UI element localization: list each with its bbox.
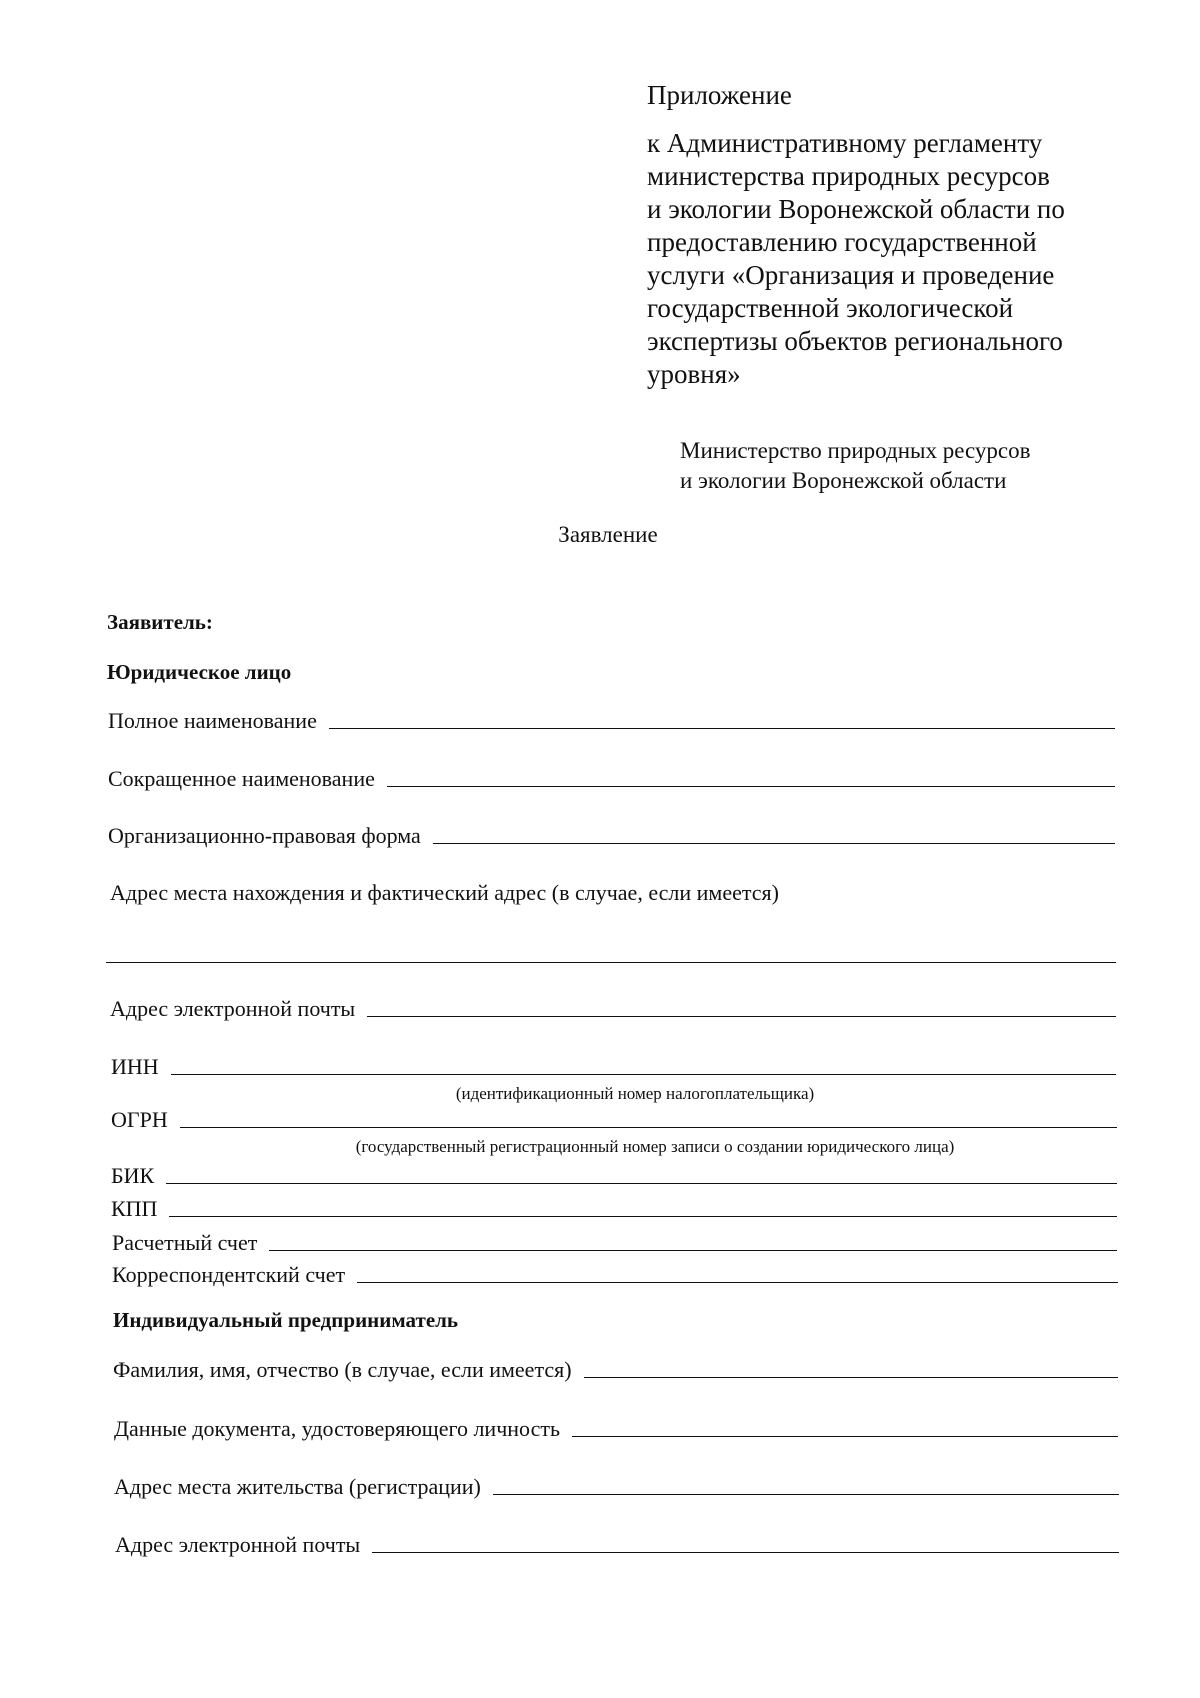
applicant-heading: Заявитель: [107,610,213,634]
account-field[interactable] [269,1249,1117,1251]
appendix-line: к Административному регламенту [647,128,1043,158]
legal-form-field[interactable] [433,842,1115,844]
appendix-title: Приложение [647,80,792,110]
inn-row [111,1054,1116,1080]
corr-account-label: Корреспондентский счет [112,1262,346,1287]
legal-form-label: Организационно-правовая форма [108,823,421,848]
bik-row [111,1163,1117,1189]
full-name-row [108,708,1115,734]
appendix-text [647,127,1107,391]
id-doc-field[interactable] [572,1435,1118,1437]
kpp-row [111,1196,1117,1222]
full-name-label: Полное наименование [108,708,317,733]
appendix-line: и экологии Воронежской области по [647,194,1065,224]
fio-label: Фамилия, имя, отчество (в случае, если имеется) [113,1357,572,1382]
appendix-line: услуги «Организация и проведение [647,260,1055,290]
short-name-field[interactable] [387,785,1115,787]
address-field[interactable] [106,962,1116,963]
email-row [110,996,1116,1022]
inn-field[interactable] [171,1073,1116,1075]
legal-form-row [108,823,1115,849]
residence-field[interactable] [493,1493,1119,1495]
corr-account-row [112,1262,1118,1288]
account-label: Расчетный счет [112,1230,258,1255]
kpp-field[interactable] [169,1215,1117,1217]
inn-label: ИНН [111,1054,159,1079]
address-label: Адрес места нахождения и фактический адрес (в случае, если имеется) [110,880,779,905]
kpp-label: КПП [111,1196,158,1221]
id-doc-label: Данные документа, удостоверяющего личность [114,1416,561,1441]
ip-email-row [115,1532,1119,1558]
fio-field[interactable] [584,1376,1118,1378]
appendix-line: экспертизы объектов регионального [647,326,1063,356]
residence-row [114,1474,1119,1500]
ogrn-hint: (государственный регистрационный номер записи о создании юридического лица) [355,1137,955,1156]
legal-entity-heading: Юридическое лицо [107,660,292,684]
full-name-field[interactable] [329,727,1115,729]
short-name-label: Сокращенное наименование [108,766,375,791]
document-title: Заявление [558,522,658,547]
individual-heading: Индивидуальный предприниматель [113,1308,459,1332]
appendix-line: предоставлению государственной [647,227,1037,257]
corr-account-field[interactable] [357,1281,1118,1283]
fio-row [113,1357,1118,1383]
ip-email-label: Адрес электронной почты [115,1532,361,1557]
short-name-row [108,766,1115,792]
id-doc-row [114,1416,1118,1442]
email-field[interactable] [367,1015,1116,1017]
appendix-line: государственной экологической [647,293,1014,323]
ogrn-label: ОГРН [111,1107,168,1132]
bik-label: БИК [111,1163,155,1188]
inn-hint: (идентификационный номер налогоплательщика) [455,1084,815,1103]
account-row [112,1230,1117,1256]
addressee-line: и экологии Воронежской области [680,468,1007,493]
email-label: Адрес электронной почты [110,996,356,1021]
ip-email-field[interactable] [372,1551,1119,1553]
residence-label: Адрес места жительства (регистрации) [114,1474,481,1499]
addressee [680,436,1030,496]
appendix-line: министерства природных ресурсов [647,161,1050,191]
appendix-line: уровня» [647,359,741,389]
ogrn-field[interactable] [180,1126,1117,1128]
bik-field[interactable] [166,1182,1117,1184]
addressee-line: Министерство природных ресурсов [680,438,1031,463]
ogrn-row [111,1107,1117,1133]
